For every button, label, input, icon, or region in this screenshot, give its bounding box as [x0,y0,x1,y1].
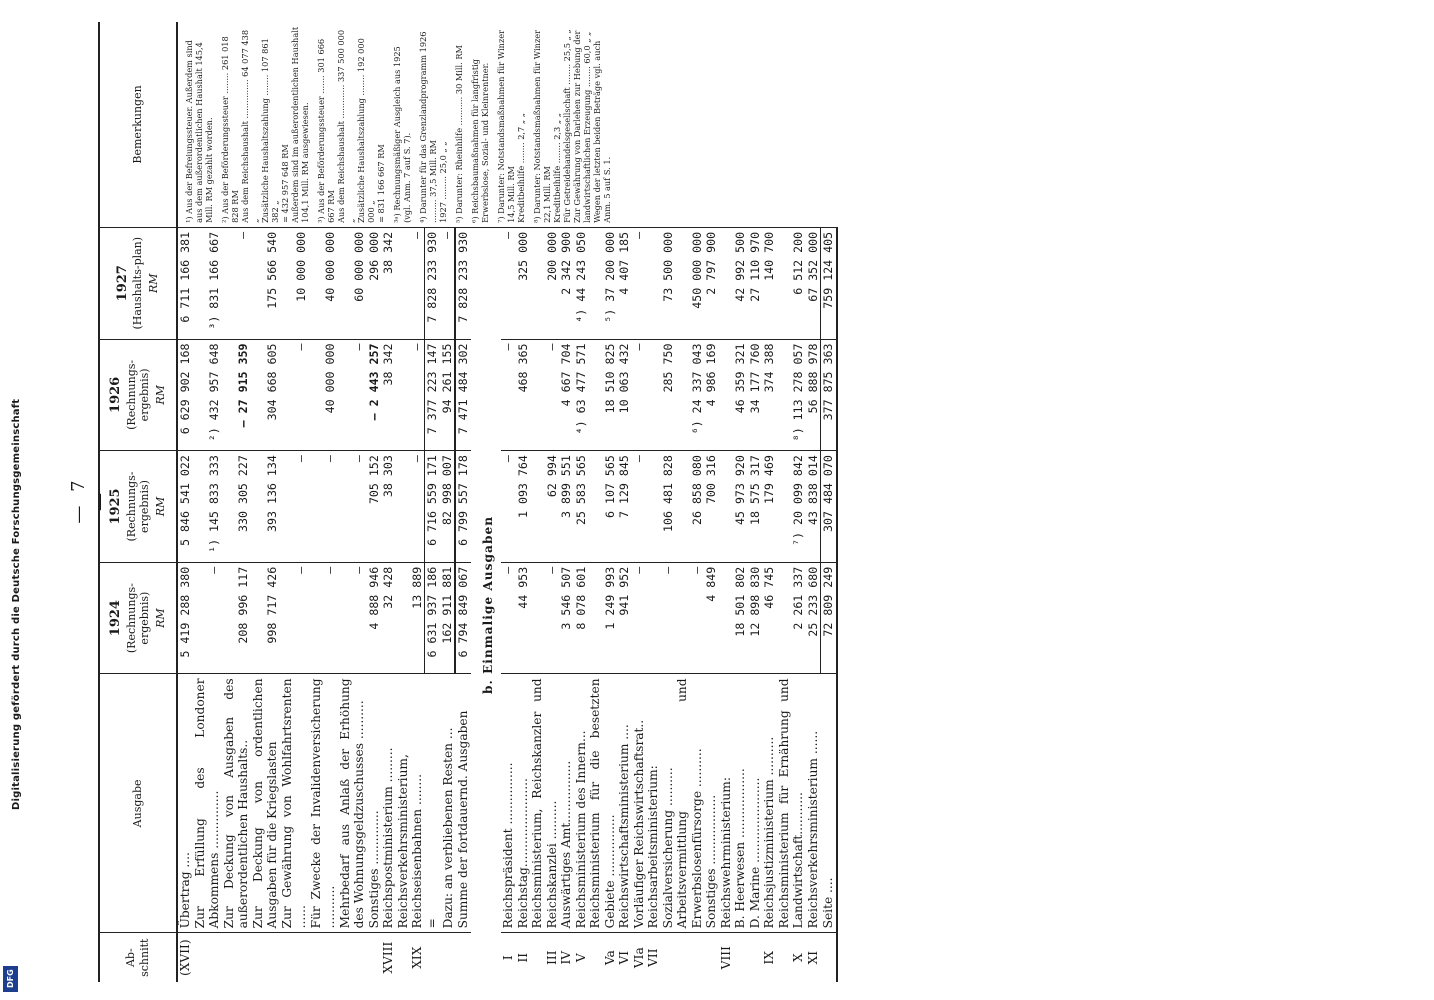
value-1927: 175 566 540 [251,227,280,339]
section-heading: b. Einmalige Ausgaben [480,515,495,695]
ausgabe-cell: Zur Deckung von ordentlichen Ausgaben für die Kriegslasten [251,674,280,933]
table-body [177,22,837,982]
remark-note: ²) Aus der Beförderungssteuer ........ 261 018 828 RM [220,36,240,223]
value-1925: 7 129 845 [617,451,632,563]
abschnitt-cell: I [501,955,515,961]
value-1927: 6 512 200 [777,227,806,339]
remark-note: ⁴) Darunter für das Grenzlandprogramm 1926 ......... 37,5 Mill. RM [418,31,438,223]
value-1925: 82 998 007 [440,451,456,563]
ausgabe-cell: Reichsministerium für die besetzten Gebiete ................ [588,674,617,933]
value-1926: 18 510 825 [588,339,617,451]
value-1925: 38 303 [381,451,396,563]
abschnitt-cell: X [791,953,805,963]
abschnitt-cell [222,933,251,982]
abschnitt-cell: (XVII) [178,939,192,977]
abschnitt-cell [425,933,440,982]
abschnitt-cell: VII [646,948,660,967]
value-1924: 8 078 601 [574,562,589,674]
value-1925: 25 583 565 [574,451,589,563]
value-1925 [646,451,661,563]
remarks-column [177,22,837,227]
value-1926: 285 750 [661,339,676,451]
remark-note: Zur Gewährung von Darlehen zur Hebung der landwirtschaftlichen Erzeugung ........ 60,0 „ „ [572,30,592,223]
value-1924: 162 911 881 [440,562,456,674]
value-1924: 5 419 288 380 [177,562,193,674]
remark-note: Zusätzliche Haushaltszahlung ........ 192 000 000 „ [356,38,376,223]
value-1926: 56 888 978 [806,339,821,451]
ausgabe-cell: Reichswirtschaftsministerium .... [617,674,632,933]
value-1924: 998 717 426 [251,562,280,674]
value-1925: 6 107 565 [588,451,617,563]
value-1924: 32 428 [381,562,396,674]
value-1927 [646,227,661,339]
value-1924: 44 953 [516,562,531,674]
abschnitt-cell: V [573,953,588,963]
remark-note: ⁷) Darunter: Notstandsmaßnahmen für Winzer 14,5 Mill. RM [496,29,516,223]
abschnitt-cell [193,933,222,982]
ausgabe-cell: Sonstiges .................. [704,674,719,933]
value-1927: 450 000 000 [675,227,704,339]
value-1925 [719,451,734,563]
value-1926: 46 359 321 [733,339,748,451]
abschnitt-cell: VIII [718,946,733,970]
value-1925: 3 899 551 [559,451,574,563]
value-1927: 325 000 [516,227,531,339]
value-1924 [646,562,661,674]
remark-note: Für Getreidehandelsgesellschaft ........ 25,5 „ „ [562,29,572,223]
value-1926: — [280,339,309,451]
value-1927: ³) 831 166 667 [193,227,222,339]
value-1925: ¹) 145 833 333 [193,451,222,563]
value-1925: 62 994 [530,451,559,563]
value-1925: 106 481 828 [661,451,676,563]
value-1926: — [530,339,559,451]
value-1927: — [501,227,516,339]
value-1926: 10 063 432 [617,339,632,451]
ausgabe-cell: B. Heerwesen .................. [733,674,748,933]
value-1927: — [632,227,647,339]
remark-note: Aus dem Reichshaushalt ............... 64 077 438 „ [240,29,260,223]
value-1927: 27 110 970 [748,227,763,339]
remark-note: Zusätzliche Haushaltszahlung ........ 107 861 382 „ [260,38,280,223]
value-1926: 38 342 [381,339,396,451]
abschnitt-cell: Va [602,950,617,966]
abschnitt-cell [733,933,748,982]
ausgabe-cell: = [425,674,440,933]
value-1925: 1 093 764 [516,451,531,563]
remark-note: Kreditbeihilfe ........ 2,7 „ „ [516,113,526,223]
value-1924: 3 546 507 [559,562,574,674]
value-1926: — [632,339,647,451]
value-1924: 4 888 946 [367,562,382,674]
value-1924 [719,562,734,674]
abschnitt-cell [675,933,704,982]
ausgabe-cell: Dazu: an verbliebenen Resten ... [440,674,456,933]
ausgabe-cell: Zur Gewährung von Wohlfahrtsrenten ...... [280,674,309,933]
value-1926: 304 668 605 [251,339,280,451]
ausgabe-cell: Reichsjustizministerium .......... [762,674,777,933]
value-1925: 5 846 541 022 [177,451,193,563]
value-1926: 40 000 000 [309,339,338,451]
dfg-logo: DFG [3,966,18,992]
value-1927: 7 828 233 930 [425,227,440,339]
dfg-funding-note: Digitalisierung gefördert durch die Deutsche Forschungsgemeinschaft [11,398,22,810]
value-1926: ⁶) 24 337 043 [675,339,704,451]
ausgabe-cell: Arbeitsvermittlung und Erwerbslosenfürsorge .......... [675,674,704,933]
abschnitt-cell [704,933,719,982]
remark-note: ⁸) Darunter: Notstandsmaßnahmen für Winzer 22,1 Mill. RM [532,29,552,223]
ausgabe-cell: Sozialversicherung .......... [661,674,676,933]
ausgabe-cell: Mehrbedarf aus Anlaß der Erhöhung des Wohnungsgeldzuschusses .......... [338,674,367,933]
header-1924: 1924 (Rechnungs-ergebnis) RM [99,562,177,674]
table-row [177,22,193,982]
value-1927: 759 124 405 [821,227,837,339]
value-1925: — [280,451,309,563]
value-1926: 7 471 484 302 [455,339,471,451]
page-number: — 7 — [68,476,110,524]
abschnitt-cell [251,933,280,982]
value-1927: — [222,227,251,339]
ausgabe-cell: Reichstag....................... [516,674,531,933]
value-1925: 6 799 557 178 [455,451,471,563]
value-1926: 374 388 [762,339,777,451]
ausgabe-cell: Seite .... [821,674,837,933]
table-header [99,22,177,982]
value-1924: 25 233 680 [806,562,821,674]
value-1926: 377 875 363 [821,339,837,451]
page-viewport [28,0,1434,1000]
ausgabe-cell: Reichsarbeitsministerium: [646,674,661,933]
abschnitt-cell [661,933,676,982]
value-1927: 4 407 185 [617,227,632,339]
value-1924: — [501,562,516,674]
abschnitt-cell: IX [762,950,776,965]
value-1925: 393 136 134 [251,451,280,563]
value-1924: 1 249 993 [588,562,617,674]
abschnitt-cell [309,933,338,982]
value-1924: 13 889 [396,562,425,674]
value-1925: 6 716 559 171 [425,451,440,563]
value-1927: 73 500 000 [661,227,676,339]
budget-table [98,22,838,982]
abschnitt-cell: XI [806,950,820,965]
ausgabe-cell: Reichsministerium für Ernährung und Landwirtschaft........... [777,674,806,933]
ausgabe-cell: Sonstiges .............. [367,674,382,933]
value-1924: — [338,562,367,674]
value-1924: 941 952 [617,562,632,674]
ausgabe-cell: Reichsministerium des Innern... [574,674,589,933]
remark-note: Aus dem Reichshaushalt ............. 337 500 000 „ [336,29,356,223]
value-1925: — [632,451,647,563]
value-1926 [719,339,734,451]
value-1924: — [661,562,676,674]
ausgabe-cell: Vorläufiger Reichswirtschaftsrat.. [632,674,647,933]
value-1925: 700 316 [704,451,719,563]
ausgabe-cell: Zur Deckung von Ausgaben des außerordentlichen Haushalts.. [222,674,251,933]
value-1926: 34 177 760 [748,339,763,451]
value-1924: — [632,562,647,674]
remark-note: ⁶) Reichsbaumaßnahmen für langfristig Erwerbslose, Sozial- und Kleinrentner. [470,58,490,223]
header-abschnitt: Ab-schnitt [99,933,177,982]
value-1924: — [193,562,222,674]
value-1926: ⁴) 63 477 571 [574,339,589,451]
ausgabe-cell: D. Marine ...................... [748,674,763,933]
remark-note: ¹) Aus der Befreiungssteuer. Außerdem sind aus dem außerordentlichen Haushalt 145,4 Mill. RM gezahlt worden. [184,40,214,223]
value-1924: 6 794 849 067 [455,562,471,674]
value-1926: 4 986 169 [704,339,719,451]
abschnitt-cell [367,933,382,982]
ausgabe-cell: Für Zwecke der Invalidenversicherung ........... [309,674,338,933]
remark-note: ³) Aus der Beförderungssteuer ....... 301 666 667 RM [316,38,336,223]
value-1925: — [501,451,516,563]
value-1927: 140 700 [762,227,777,339]
remark-note: ⁵) Darunter: Rheinhilfe ........... 30 Mill. RM [454,45,464,223]
abschnitt-cell [455,933,471,982]
value-1927: 7 828 233 930 [455,227,471,339]
header-bemerkungen: Bemerkungen [99,22,177,227]
value-1926: ²) 432 957 648 [193,339,222,451]
value-1925: 26 858 080 [675,451,704,563]
header-1925: 1925 (Rechnungs-ergebnis) RM [99,451,177,563]
value-1927: — [440,227,456,339]
value-1926: 6 629 902 168 [177,339,193,451]
remark-note: ³ᵃ) Rechnungsmäßiger Ausgleich aus 1925 (vgl. Anm. 7 auf S. 7). [392,46,412,223]
value-1924: 4 849 [704,562,719,674]
abschnitt-cell: II [515,952,530,963]
remark-note: Außerdem sind im außerordentlichen Haushalt 104,1 Mill. RM ausgewiesen. [290,26,310,223]
value-1924: — [530,562,559,674]
remark-note: = 432 957 648 RM [280,144,290,223]
remark-note: Wegen der letzten beiden Beträge vgl. auch Anm. 5 auf S. 1. [592,40,612,223]
value-1926: — [396,339,425,451]
value-1927: ⁴) 44 243 050 [574,227,589,339]
abschnitt-cell: IV [559,950,573,965]
ausgabe-cell: Reichspostministerium ......... [381,674,396,933]
ausgabe-cell: Summe der fortdauernd. Ausgaben [455,674,471,933]
remark-note: = 831 166 667 RM [376,144,386,223]
value-1925: 179 469 [762,451,777,563]
remark-note: Kreditbeihilfe ........ 2,3 „ „ [552,113,562,223]
ausgabe-cell: Reichspräsident ................ [501,674,516,933]
value-1926: — [338,339,367,451]
value-1927: — [396,227,425,339]
ausgabe-cell: Zur Erfüllung des Londoner Abkommens ............... [193,674,222,933]
abschnitt-cell [338,933,367,982]
value-1926: — 27 915 359 [222,339,251,451]
value-1924: 18 501 802 [733,562,748,674]
value-1925: 330 305 227 [222,451,251,563]
ausgabe-cell: Reichsministerium, Reichskanzler und Reichskanzlei .......... [530,674,559,933]
header-1927: 1927 (Haushalts-plan) RM [99,227,177,339]
value-1924: 6 631 937 186 [425,562,440,674]
value-1926: ⁸) 113 278 057 [777,339,806,451]
ausgabe-cell: Übertrag .... [177,674,193,933]
ausgabe-cell: Reichswehrministerium: [719,674,734,933]
value-1925: — [309,451,338,563]
abschnitt-cell [280,933,309,982]
value-1927: 296 000 [367,227,382,339]
ausgabe-cell: Reichsverkehrsministerium ...... [806,674,821,933]
value-1927: 6 711 166 381 [177,227,193,339]
value-1927: 200 000 [530,227,559,339]
value-1926: 468 365 [516,339,531,451]
value-1926 [646,339,661,451]
value-1927: 2 797 900 [704,227,719,339]
value-1926: — [501,339,516,451]
value-1927 [719,227,734,339]
value-1926: — 2 443 257 [367,339,382,451]
value-1927: 10 000 000 [280,227,309,339]
value-1925: 45 973 920 [733,451,748,563]
ausgabe-cell: Auswärtiges Amt................ [559,674,574,933]
value-1927: 42 992 500 [733,227,748,339]
abschnitt-cell: VIa [631,947,646,969]
ausgabe-cell: Reichsverkehrsministerium, Reichseisenbahnen ........ [396,674,425,933]
header-ausgabe: Ausgabe [99,674,177,933]
value-1924: 46 745 [762,562,777,674]
value-1925: 705 152 [367,451,382,563]
abschnitt-cell [440,933,456,982]
abschnitt-cell [748,933,763,982]
document-page [28,0,1348,1000]
abschnitt-cell: III [544,950,559,965]
abschnitt-cell [821,933,837,982]
remark-note: 1927 ......... 25,0 „ „ [438,141,448,223]
value-1925: ⁷) 20 099 842 [777,451,806,563]
abschnitt-cell: VI [617,950,631,965]
value-1925: — [338,451,367,563]
value-1925: 18 575 317 [748,451,763,563]
value-1927: 40 000 000 [309,227,338,339]
abschnitt-cell: XIX [410,946,424,969]
value-1924: — [675,562,704,674]
value-1925: — [396,451,425,563]
sidebar [0,0,22,1000]
value-1927: 38 342 [381,227,396,339]
value-1927: 60 000 000 [338,227,367,339]
value-1925: 43 838 014 [806,451,821,563]
header-1926: 1926 (Rechnungs-ergebnis) RM [99,339,177,451]
value-1924: 2 261 337 [777,562,806,674]
value-1926: 94 261 155 [440,339,456,451]
abschnitt-cell: XVIII [381,941,395,974]
value-1927: 2 342 900 [559,227,574,339]
value-1924: — [280,562,309,674]
value-1924: 12 898 830 [748,562,763,674]
value-1924: — [309,562,338,674]
value-1926: 7 377 223 147 [425,339,440,451]
value-1924: 208 996 117 [222,562,251,674]
value-1927: ⁵) 37 200 000 [588,227,617,339]
value-1926: 4 667 704 [559,339,574,451]
value-1925: 307 484 070 [821,451,837,563]
value-1927: 67 352 000 [806,227,821,339]
value-1924: 72 809 249 [821,562,837,674]
